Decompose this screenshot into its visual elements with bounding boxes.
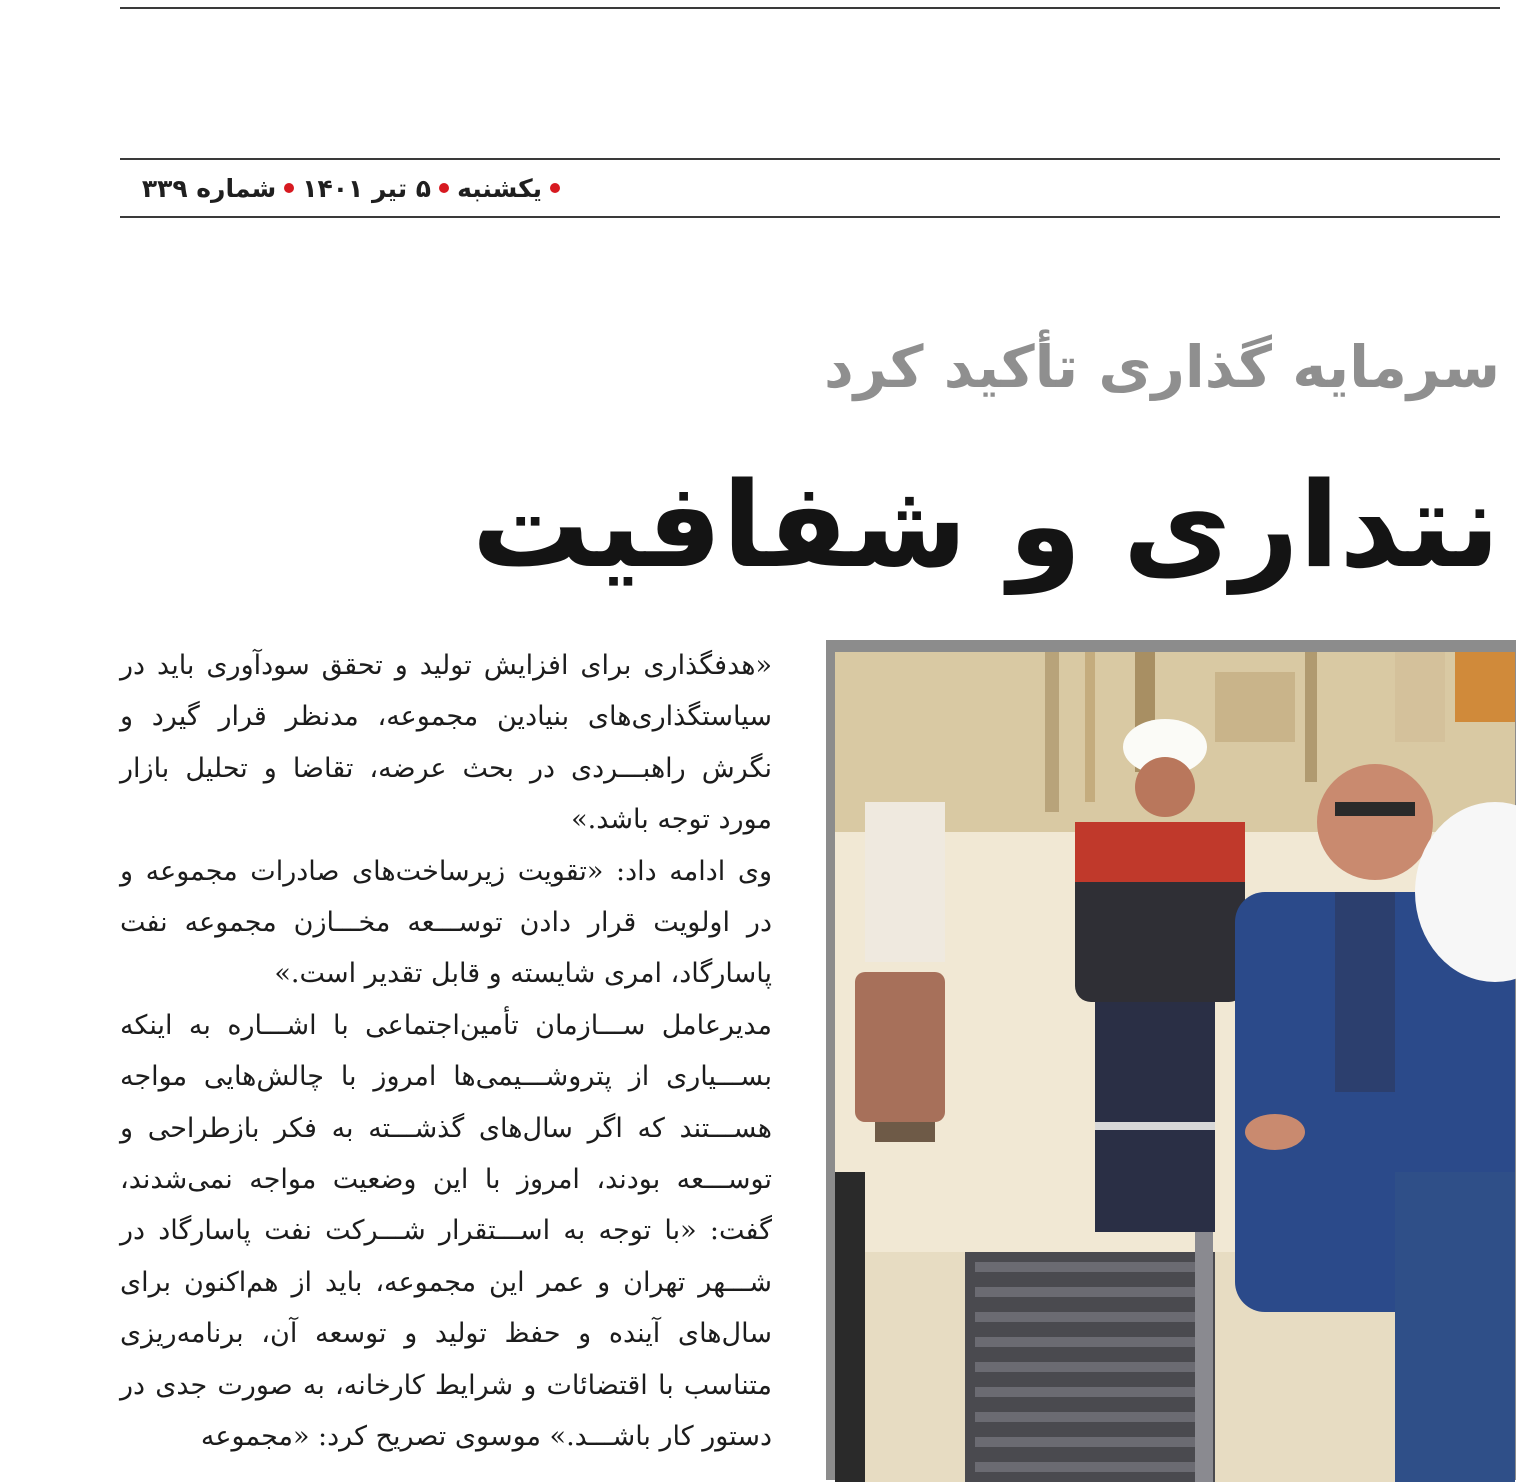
body-paragraph: مدیرعامل ســـازمان تأمین‌اجتماعی با اشـــاره به اینکه بســـیاری از پتروشـــیمی‌ها امروز با چالش‌هایی مواجه هســـتند که اگر سال‌های گذشـــته به فکر بازطراحی و توســـعه بودند، امروز با این وضعیت مواجه نمی‌شدند، گفت: «با توجه به اســـتقرار شـــرکت نفت پاسارگاد در شـــهر تهران و عمر این مجموعه، باید از هم‌اکنون برای سال‌های آینده و حفظ تولید و توسعه آن، برنامه‌ریزی متناسب با اقتضائات و شرایط کارخانه، به صورت جدی در دستور کار باشـــد.» موسوی تصریح کرد: «مجموعه	[120, 1009, 772, 1453]
kicker-subheadline: سرمایه گذاری تأکید کرد	[823, 333, 1500, 401]
body-paragraph: «هدفگذاری برای افزایش تولید و تحقق سودآوری باید در سیاستگذاری‌های بنیادین مجموعه، مدنظر قرار گیرد و نگرش راهبـــردی در بحث عرضه، تقاضا و تحلیل بازار مورد توجه باشد.»	[120, 650, 772, 836]
dateline	[120, 166, 560, 210]
article-body	[120, 640, 772, 1466]
dateline-issue: شماره ۳۳۹	[141, 173, 277, 203]
body-paragraph: وی ادامه داد: «تقویت زیرساخت‌های صادرات مجموعه و در اولویت قرار دادن توســـعه مخـــازن مجموعه نفت پاسارگاد، امری شایسته و قابل تقدیر است.»	[120, 855, 772, 990]
article-headline: نتداری و شفافیت	[471, 456, 1500, 594]
article-photo	[835, 652, 1515, 1482]
header-rule-upper	[120, 158, 1500, 160]
industrial-site-photo	[835, 652, 1515, 1482]
bullet-dot-icon	[284, 183, 294, 193]
bullet-dot-icon	[439, 183, 449, 193]
header-rule-lower	[120, 216, 1500, 218]
dateline-date: ۵ تیر ۱۴۰۱	[302, 173, 432, 203]
dateline-day: یکشنبه	[457, 173, 542, 203]
top-rule	[120, 7, 1500, 9]
bullet-dot-icon	[550, 183, 560, 193]
